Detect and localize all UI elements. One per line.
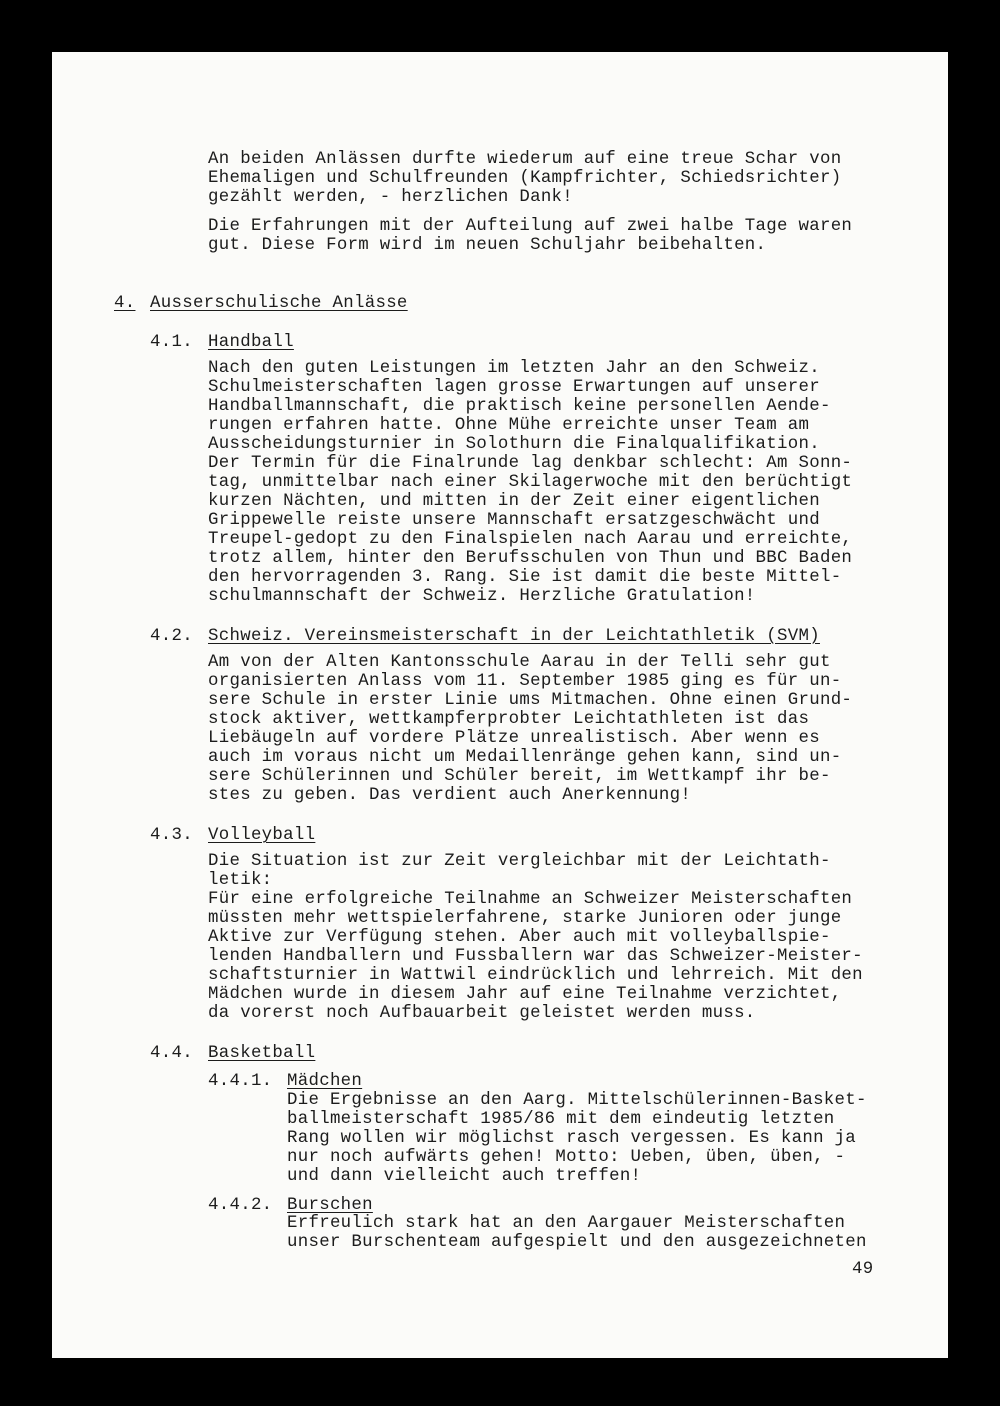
text-line: Liebäugeln auf vordere Plätze unrealistisch. Aber wenn es bbox=[208, 729, 820, 748]
document-page bbox=[52, 52, 948, 1358]
text-line: müssten mehr wettspielerfahrene, starke Junioren oder junge bbox=[208, 909, 842, 928]
subsection-number: 4.2. bbox=[150, 627, 193, 646]
text-line: Am von der Alten Kantonsschule Aarau in der Telli sehr gut bbox=[208, 653, 831, 672]
section-number: 4. bbox=[114, 294, 136, 313]
text-line: gezählt werden, - herzlichen Dank! bbox=[208, 188, 574, 207]
text-line: Erfreulich stark hat an den Aargauer Meisterschaften bbox=[287, 1214, 846, 1233]
subsection-title: Mädchen bbox=[287, 1072, 363, 1091]
text-line: Handballmannschaft, die praktisch keine personellen Aende- bbox=[208, 397, 831, 416]
subsection-title: Basketball bbox=[208, 1044, 316, 1063]
page-number: 49 bbox=[852, 1260, 874, 1279]
subsection-number: 4.3. bbox=[150, 826, 193, 845]
text-line: Für eine erfolgreiche Teilnahme an Schweizer Meisterschaften bbox=[208, 890, 853, 909]
text-line: und dann vielleicht auch treffen! bbox=[287, 1167, 642, 1186]
section-title: Ausserschulische Anlässe bbox=[150, 294, 408, 313]
text-line: rungen erfahren hatte. Ohne Mühe erreichte unser Team am bbox=[208, 416, 810, 435]
text-line: lenden Handballern und Fussballern war das Schweizer-Meister- bbox=[208, 947, 863, 966]
text-line: gut. Diese Form wird im neuen Schuljahr beibehalten. bbox=[208, 236, 767, 255]
text-line: kurzen Nächten, und mitten in der Zeit einer eigentlichen bbox=[208, 492, 820, 511]
text-line: sere Schule in erster Linie ums Mitmachen. Ohne einen Grund- bbox=[208, 691, 853, 710]
text-line: schaftsturnier in Wattwil eindrücklich und lehrreich. Mit den bbox=[208, 966, 863, 985]
text-line: letik: bbox=[208, 871, 273, 890]
text-line: Ausscheidungsturnier in Solothurn die Finalqualifikation. bbox=[208, 435, 820, 454]
subsection-title: Schweiz. Vereinsmeisterschaft in der Leichtathletik (SVM) bbox=[208, 627, 820, 646]
subsection-number: 4.4.2. bbox=[208, 1196, 273, 1215]
text-line: Schulmeisterschaften lagen grosse Erwartungen auf unserer bbox=[208, 378, 820, 397]
text-line: tag, unmittelbar nach einer Skilagerwoche mit den berüchtigt bbox=[208, 473, 853, 492]
text-line: sere Schülerinnen und Schüler bereit, im Wettkampf ihr be- bbox=[208, 767, 831, 786]
subsection-number: 4.1. bbox=[150, 333, 193, 352]
subsection-title: Burschen bbox=[287, 1196, 373, 1215]
text-line: da vorerst noch Aufbauarbeit geleistet werden muss. bbox=[208, 1004, 756, 1023]
text-line: Mädchen wurde in diesem Jahr auf eine Teilnahme verzichtet, bbox=[208, 985, 842, 1004]
text-line: schulmannschaft der Schweiz. Herzliche Gratulation! bbox=[208, 587, 756, 606]
subsection-number: 4.4.1. bbox=[208, 1072, 273, 1091]
text-line: Grippewelle reiste unsere Mannschaft ersatzgeschwächt und bbox=[208, 511, 820, 530]
text-line: Treupel-gedopt zu den Finalspielen nach Aarau und erreichte, bbox=[208, 530, 853, 549]
text-line: nur noch aufwärts gehen! Motto: Ueben, üben, üben, - bbox=[287, 1148, 846, 1167]
text-line: Die Situation ist zur Zeit vergleichbar mit der Leichtath- bbox=[208, 852, 831, 871]
text-line: auch im voraus nicht um Medaillenränge gehen kann, sind un- bbox=[208, 748, 842, 767]
text-line: stock aktiver, wettkampferprobter Leichtathleten ist das bbox=[208, 710, 810, 729]
text-line: Ehemaligen und Schulfreunden (Kampfrichter, Schiedsrichter) bbox=[208, 169, 842, 188]
text-line: Die Ergebnisse an den Aarg. Mittelschülerinnen-Basket- bbox=[287, 1091, 867, 1110]
text-line: Die Erfahrungen mit der Aufteilung auf zwei halbe Tage waren bbox=[208, 217, 853, 236]
text-line: Der Termin für die Finalrunde lag denkbar schlecht: Am Sonn- bbox=[208, 454, 853, 473]
text-line: Rang wollen wir möglichst rasch vergessen. Es kann ja bbox=[287, 1129, 857, 1148]
text-line: An beiden Anlässen durfte wiederum auf eine treue Schar von bbox=[208, 150, 842, 169]
subsection-title: Handball bbox=[208, 333, 294, 352]
text-line: trotz allem, hinter den Berufsschulen von Thun und BBC Baden bbox=[208, 549, 853, 568]
text-line: organisierten Anlass vom 11. September 1985 ging es für un- bbox=[208, 672, 842, 691]
text-line: unser Burschenteam aufgespielt und den ausgezeichneten bbox=[287, 1233, 867, 1252]
subsection-number: 4.4. bbox=[150, 1044, 193, 1063]
text-line: Nach den guten Leistungen im letzten Jahr an den Schweiz. bbox=[208, 359, 820, 378]
subsection-title: Volleyball bbox=[208, 826, 316, 845]
text-line: den hervorragenden 3. Rang. Sie ist damit die beste Mittel- bbox=[208, 568, 842, 587]
text-line: ballmeisterschaft 1985/86 mit dem eindeutig letzten bbox=[287, 1110, 835, 1129]
text-line: Aktive zur Verfügung stehen. Aber auch mit volleyballspie- bbox=[208, 928, 831, 947]
text-line: stes zu geben. Das verdient auch Anerkennung! bbox=[208, 786, 692, 805]
